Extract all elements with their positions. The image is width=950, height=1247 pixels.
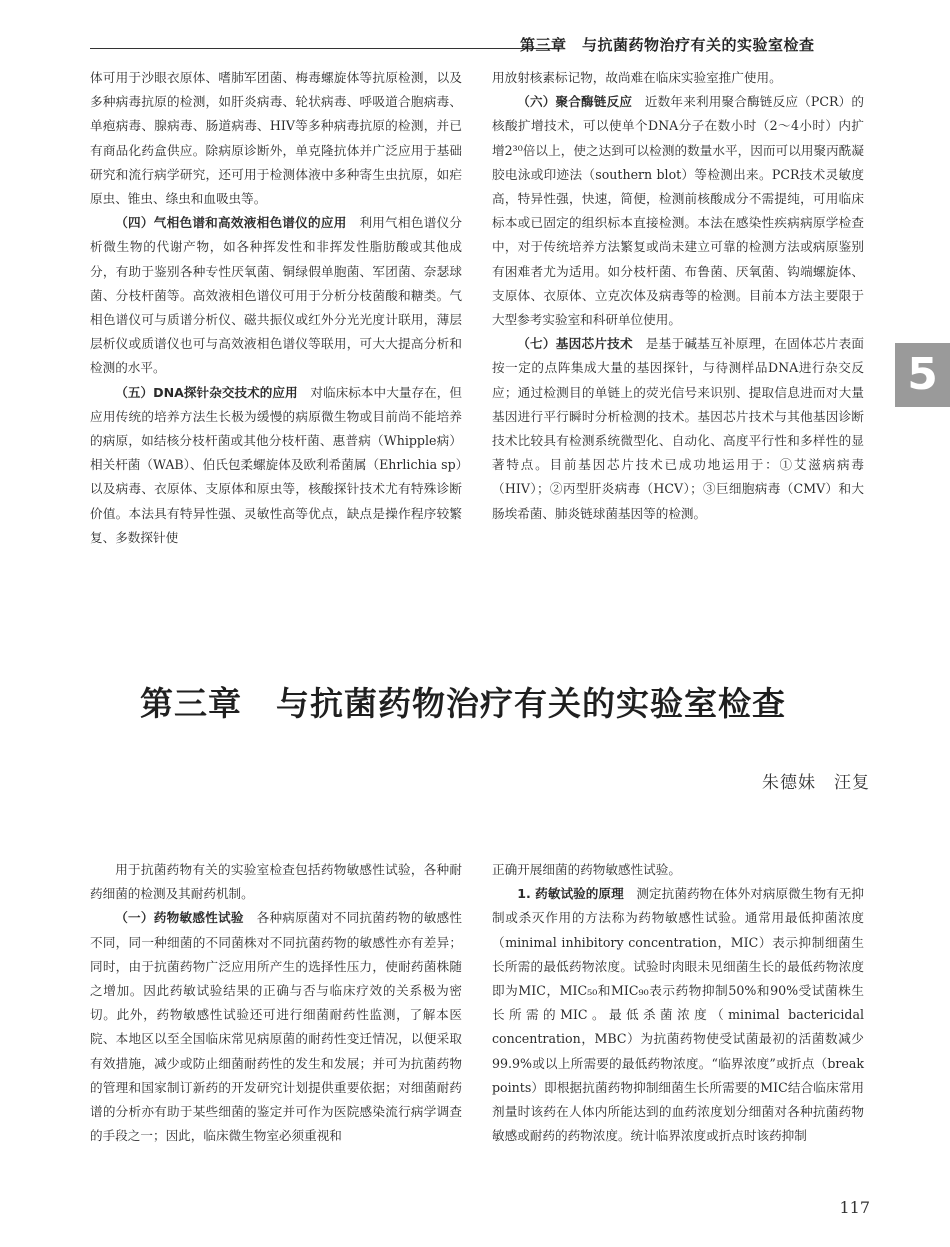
section-heading: （五）DNA探针杂交技术的应用 xyxy=(115,384,298,400)
paragraph: 体可用于沙眼衣原体、嗜肺军团菌、梅毒螺旋体等抗原检测，以及多种病毒抗原的检测，如肝炎病毒、轮状病毒、呼吸道合胞病毒、单疱病毒、腺病毒、肠道病毒、HIV等多种病毒抗原的检测，并已有商品化药盒供应。除病原诊断外，单克隆抗体并广泛应用于基础研究和流行病学研究，还可用于检测体液中多种寄生虫抗原，如疟原虫、锥虫、绦虫和血吸虫等。 xyxy=(90,70,462,207)
page-number: 117 xyxy=(839,1198,870,1217)
paragraph xyxy=(492,882,864,1148)
chapter-authors: 朱德妹 汪复 xyxy=(762,773,870,793)
paragraph xyxy=(90,211,462,380)
section-heading: （一）药物敏感性试验 xyxy=(115,910,244,926)
paragraph-text: 利用气相色谱仪分析微生物的代谢产物，如各种挥发性和非挥发性脂肪酸或其他成分，有助于鉴别各种专性厌氧菌、铜绿假单胞菌、军团菌、奈瑟球菌、分枝杆菌等。高效液相色谱仪可用于分析分枝菌酸和糖类。气相色谱仪可与质谱分析仪、磁共振仪或红外分光光度计联用，薄层层析仪或质谱仪也可与高效液相色谱仪等联用，可大大提高分析和检测的水平。 xyxy=(90,215,463,376)
paragraph-text: 各种病原菌对不同抗菌药物的敏感性不同，同一种细菌的不同菌株对不同抗菌药物的敏感性亦有差异；同时，由于抗菌药物广泛应用所产生的选择性压力，使耐药菌株随之增加。因此药敏试验结果的正确与否与临床疗效的关系极为密切。此外，药物敏感性试验还可进行细菌耐药性监测，了解本医院、本地区以至全国临床常见病原菌的耐药性变迁情况，以便采取有效措施，减少或防止细菌耐药性的发生和发展；并可为抗菌药物的管理和国家制订新药的开发研究计划提供重要依据；对细菌耐药谱的分析亦有助于某些细菌的鉴定并可作为医院感染流行病学调查的手段之一；因此，临床微生物室必须重视和 xyxy=(90,910,463,1144)
chapter-tab: 5 xyxy=(895,343,950,407)
bottom-left-column xyxy=(90,858,462,1148)
paragraph: 正确开展细菌的药物敏感性试验。 xyxy=(492,862,681,877)
paragraph-text: 近数年来利用聚合酶链反应（PCR）的核酸扩增技术，可以使单个DNA分子在数小时（2～4小时）内扩增2³⁰倍以上，使之达到可以检测的数量水平，因而可以用聚丙酰凝胶电泳或印迹法（southern blot）等检测出来。PCR技术灵敏度高，特异性强，快速，简便，检测前核酸成分不需提纯，可用临床标本或已固定的组织标本直接检测。本法在感染性疾病病原学检查中，对于传统培养方法繁复或尚未建立可靠的检测方法或病原鉴别有困难者尤为适用。如分枝杆菌、布鲁菌、厌氧菌、钩端螺旋体、支原体、衣原体、立克次体及病毒等的检测。目前本方法主要限于大型参考实验室和科研单位使用。 xyxy=(492,94,865,328)
header-rule xyxy=(90,48,560,49)
paragraph xyxy=(492,90,864,332)
paragraph xyxy=(90,381,462,550)
section-heading: （六）聚合酶链反应 xyxy=(517,94,633,110)
paragraph-text: 测定抗菌药物在体外对病原微生物有无抑制或杀灭作用的方法称为药物敏感性试验。通常用最低抑菌浓度（minimal inhibitory concentration，MIC）表示抑制细菌生长所需的最低药物浓度。试验时肉眼未见细菌生长的最低药物浓度即为MIC，MIC₅₀和MIC₉₀表示药物抑制50%和90%受试菌株生长所需的MIC。最低杀菌浓度（minimal bactericidal concentration，MBC）为抗菌药物使受试菌最初的活菌数减少99.9%或以上所需要的最低药物浓度。“临界浓度”或折点（break points）即根据抗菌药物抑制细菌生长所需要的MIC结合临床常用剂量时该药在人体内所能达到的血药浓度划分细菌对各种抗菌药物敏感或耐药的药物浓度。统计临界浓度或折点时该药抑制 xyxy=(492,886,865,1144)
running-header: 第三章 与抗菌药物治疗有关的实验室检查 xyxy=(520,36,815,54)
chapter-title: 第三章 与抗菌药物治疗有关的实验室检查 xyxy=(140,684,786,723)
paragraph xyxy=(90,906,462,1148)
paragraph: 用于抗菌药物有关的实验室检查包括药物敏感性试验，各种耐药细菌的检测及其耐药机制。 xyxy=(90,862,462,902)
section-heading: （七）基因芯片技术 xyxy=(517,336,633,352)
paragraph xyxy=(492,332,864,526)
paragraph-text: 是基于碱基互补原理，在固体芯片表面按一定的点阵集成大量的基因探针，与待测样品DNA进行杂交反应；通过检测目的单链上的荧光信号来识别、提取信息进而对大量基因进行平行瞬时分析检测的技术。基因芯片技术与其他基因诊断技术比较具有检测系统微型化、自动化、高度平行性和多样性的显著特点。目前基因芯片技术已成功地运用于：①艾滋病病毒（HIV）；②丙型肝炎病毒（HCV）；③巨细胞病毒（CMV）和大肠埃希菌、肺炎链球菌基因等的检测。 xyxy=(492,336,865,521)
bottom-right-column xyxy=(492,858,864,1148)
section-heading: 1. 药敏试验的原理 xyxy=(517,886,624,902)
top-right-column xyxy=(492,66,864,526)
paragraph-text: 对临床标本中大量存在，但应用传统的培养方法生长极为缓慢的病原微生物或目前尚不能培养的病原，如结核分枝杆菌或其他分枝杆菌、惠普病（Whipple病）相关杆菌（WAB）、伯氏包柔螺旋体及欧利希菌属（Ehrlichia sp）以及病毒、衣原体、支原体和原虫等，核酸探针技术尤有特殊诊断价值。本法具有特异性强、灵敏性高等优点，缺点是操作程序较繁复、多数探针使 xyxy=(90,384,463,545)
top-left-column xyxy=(90,66,462,550)
paragraph: 用放射核素标记物，故尚难在临床实验室推广使用。 xyxy=(492,70,782,85)
section-heading: （四）气相色谱和高效液相色谱仪的应用 xyxy=(115,215,347,231)
